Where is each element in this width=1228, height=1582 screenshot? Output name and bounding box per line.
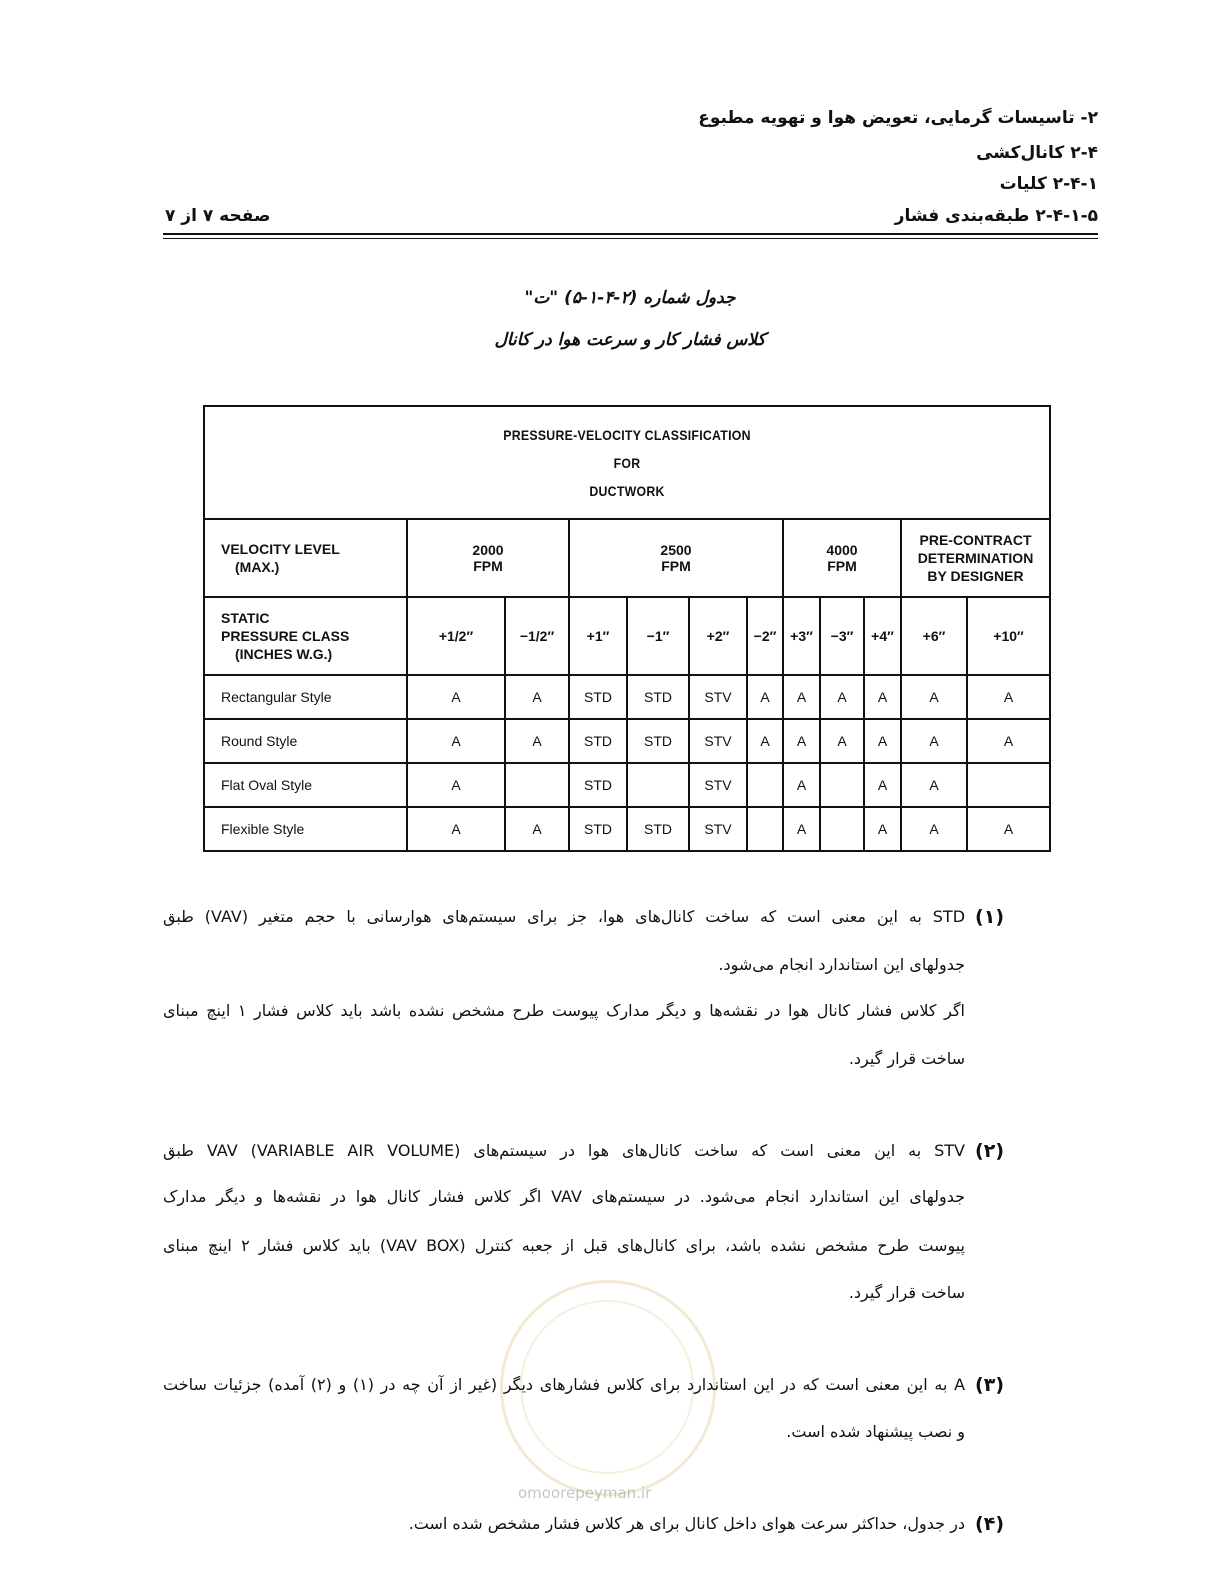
table-cell: A: [901, 763, 967, 807]
table-cell: A: [864, 719, 901, 763]
table-cell: [747, 807, 783, 851]
class-cell: +1″: [569, 597, 627, 675]
velocity-4000: 4000 FPM: [783, 519, 901, 597]
class-cell: −1″: [627, 597, 689, 675]
class-cell: +10″: [967, 597, 1050, 675]
velocity-pre-contract: PRE-CONTRACT DETERMINATION BY DESIGNER: [901, 519, 1050, 597]
table-cell: STD: [627, 807, 689, 851]
header-section-title: ۲- تاسیسات گرمایی، تعویض هوا و تهویه مطبوع: [698, 108, 1098, 128]
note-1-line-3: اگر کلاس فشار کانال هوا در نقشه‌ها و دیگر مدارک پیوست طرح مشخص نشده باشد باید کلاس فشار ۱ اینچ مبنای: [163, 1001, 966, 1020]
class-cell: +3″: [783, 597, 820, 675]
table-cell: A: [783, 807, 820, 851]
header-topic-title: ۲-۴-۱-۵ طبقه‌بندی فشار: [894, 206, 1098, 226]
table-cell: STV: [689, 807, 747, 851]
note-3-line-1: A به این معنی است که در این استاندارد برای کلاس فشارهای دیگر (غیر از آن چه در (۱) و (۲) آمده) جزئیات ساخت: [163, 1375, 966, 1394]
pressure-velocity-table: [203, 405, 1049, 843]
table-cell: A: [407, 675, 505, 719]
table-cell: A: [505, 675, 569, 719]
note-1-line-2: جدولهای این استاندارد انجام می‌شود.: [718, 955, 965, 974]
table-row: [204, 763, 1050, 807]
table-cell: A: [505, 719, 569, 763]
table-title: PRESSURE-VELOCITY CLASSIFICATION FOR DUCTWORK: [204, 406, 1050, 519]
table-row: [204, 807, 1050, 851]
row-label: Rectangular Style: [204, 675, 407, 719]
note-3-number: (۳): [975, 1374, 1004, 1396]
table-cell: A: [407, 719, 505, 763]
table-cell: A: [783, 719, 820, 763]
table-cell: A: [967, 719, 1050, 763]
note-3-line-2: و نصب پیشنهاد شده است.: [786, 1422, 965, 1441]
table-cell: A: [783, 675, 820, 719]
table-cell: [967, 763, 1050, 807]
table-cell: A: [901, 719, 967, 763]
table-cell: A: [967, 675, 1050, 719]
table-cell: [505, 763, 569, 807]
class-cell: +1/2″: [407, 597, 505, 675]
table-cell: STD: [627, 719, 689, 763]
table-cell: A: [783, 763, 820, 807]
class-cell: +2″: [689, 597, 747, 675]
header-rule-thin: [163, 238, 1098, 239]
note-2-number: (۲): [975, 1140, 1004, 1162]
note-2-line-4: ساخت قرار گیرد.: [848, 1283, 965, 1302]
class-cell: −3″: [820, 597, 864, 675]
note-4-line-1: در جدول، حداکثر سرعت هوای داخل کانال برای هر کلاس فشار مشخص شده است.: [408, 1514, 965, 1533]
table-cell: STV: [689, 675, 747, 719]
class-cell: +4″: [864, 597, 901, 675]
table-cell: STD: [569, 675, 627, 719]
watermark-url: omoorepeyman.ir: [518, 1484, 652, 1502]
table-cell: STV: [689, 763, 747, 807]
page-number: صفحه ۷ از ۷: [165, 206, 271, 226]
table-cell: STD: [569, 807, 627, 851]
table-cell: A: [407, 807, 505, 851]
row-label: Flat Oval Style: [204, 763, 407, 807]
table-cell: [627, 763, 689, 807]
table-cell: [820, 763, 864, 807]
class-cell: −2″: [747, 597, 783, 675]
header-subsubsection-title: ۲-۴-۱ کلیات: [999, 174, 1098, 194]
row-label: Flexible Style: [204, 807, 407, 851]
table-cell: A: [864, 675, 901, 719]
table-cell: [820, 807, 864, 851]
class-cell: +6″: [901, 597, 967, 675]
table-cell: A: [505, 807, 569, 851]
row-label: Round Style: [204, 719, 407, 763]
table-cell: [747, 763, 783, 807]
note-2-line-3: پیوست طرح مشخص نشده باشد، برای کانال‌های قبل از جعبه کنترل (VAV BOX) باید کلاس فشار ۲ اینچ مبنای: [163, 1236, 965, 1255]
table-cell: A: [967, 807, 1050, 851]
table-cell: A: [820, 675, 864, 719]
note-1-line-4: ساخت قرار گیرد.: [848, 1049, 965, 1068]
velocity-2000: 2000 FPM: [407, 519, 569, 597]
table-caption-number: جدول شماره (۲-۴-۱-۵) "ت": [524, 288, 736, 308]
header-subsection-title: ۲-۴ کانال‌کشی: [976, 143, 1098, 163]
note-2-line-1: STV به این معنی است که ساخت کانال‌های هوا در سیستم‌های VAV (VARIABLE AIR VOLUME) طبق: [163, 1141, 965, 1160]
velocity-level-header: VELOCITY LEVEL (MAX.): [204, 519, 407, 597]
table-cell: A: [901, 807, 967, 851]
note-2-line-2: جدولهای این استاندارد انجام می‌شود. در سیستم‌های VAV اگر کلاس فشار کانال هوا در نقشه‌ها و دیگر مدارک: [163, 1187, 966, 1206]
table-cell: A: [901, 675, 967, 719]
static-pressure-header: STATIC PRESSURE CLASS (INCHES W.G.): [204, 597, 407, 675]
header-rule-thick: [163, 233, 1098, 235]
table-row: [204, 719, 1050, 763]
velocity-2500: 2500 FPM: [569, 519, 783, 597]
table-cell: A: [864, 807, 901, 851]
table-row: [204, 675, 1050, 719]
table-cell: A: [747, 719, 783, 763]
table-cell: A: [407, 763, 505, 807]
table-cell: A: [820, 719, 864, 763]
note-4-number: (۴): [975, 1513, 1004, 1535]
note-1-line-1: STD به این معنی است که ساخت کانال‌های هوا، جز برای سیستم‌های هوارسانی با حجم متغیر (VAV) طبق: [163, 907, 966, 926]
class-cell: −1/2″: [505, 597, 569, 675]
table-caption-title: کلاس فشار کار و سرعت هوا در کانال: [494, 330, 766, 350]
note-1-number: (۱): [975, 906, 1004, 928]
table-cell: STD: [627, 675, 689, 719]
table-cell: A: [864, 763, 901, 807]
table-cell: STD: [569, 763, 627, 807]
table-cell: A: [747, 675, 783, 719]
table-cell: STV: [689, 719, 747, 763]
table-cell: STD: [569, 719, 627, 763]
